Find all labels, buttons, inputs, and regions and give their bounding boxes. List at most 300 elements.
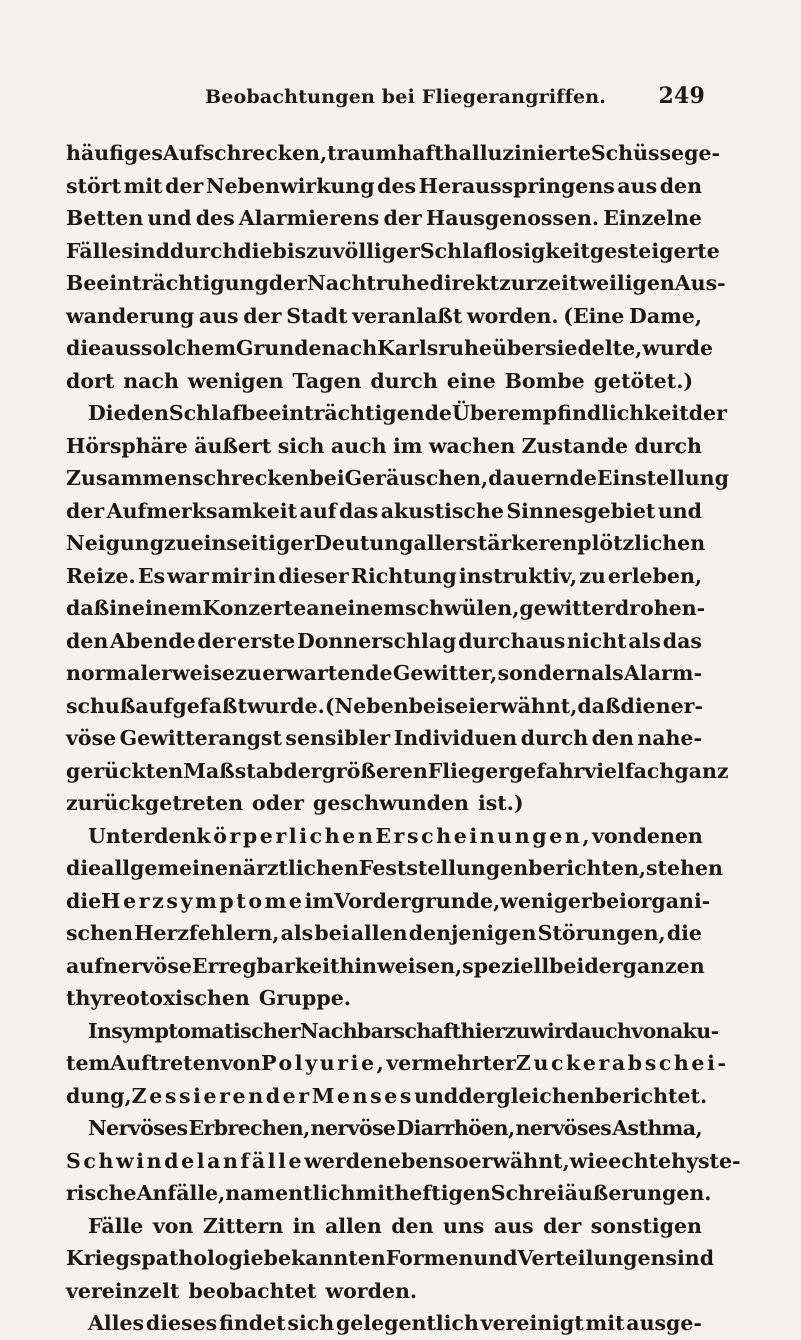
word: tem bbox=[66, 1051, 111, 1075]
word: zu bbox=[235, 661, 262, 685]
word: in bbox=[253, 563, 277, 588]
word: allen bbox=[324, 1213, 382, 1238]
word: stärkeren bbox=[466, 531, 578, 555]
text-line bbox=[66, 560, 702, 593]
word: einem bbox=[334, 596, 405, 620]
word: übersiedelte, bbox=[492, 336, 643, 360]
word: nach bbox=[123, 368, 179, 393]
text-line bbox=[66, 592, 706, 625]
word: Betten bbox=[66, 206, 144, 230]
word: Zessieren bbox=[131, 1083, 266, 1108]
word: ärztlichen bbox=[242, 856, 359, 880]
word: aus bbox=[198, 303, 239, 328]
word: Donnerschlag bbox=[296, 628, 457, 653]
word: Aus- bbox=[674, 271, 726, 295]
word: Richtung bbox=[350, 563, 457, 588]
word: Feststellungen bbox=[358, 856, 529, 880]
word: durch bbox=[520, 726, 589, 750]
text-line bbox=[66, 397, 727, 430]
word: als bbox=[628, 628, 661, 653]
word: an bbox=[306, 596, 335, 620]
word: durchaus bbox=[458, 628, 566, 653]
word: Zuckerabschei- bbox=[515, 1051, 729, 1075]
word: Gewitter, bbox=[392, 661, 498, 685]
word: Schwindelanfälle bbox=[66, 1148, 305, 1173]
word: Sinnesgebiet bbox=[506, 498, 656, 523]
text-line bbox=[66, 917, 702, 950]
word: bei bbox=[591, 888, 627, 913]
word: aus bbox=[617, 173, 658, 198]
word: instruktiv, bbox=[458, 563, 578, 588]
text-line bbox=[66, 1275, 702, 1308]
word: erleben, bbox=[607, 563, 702, 588]
word: und bbox=[473, 1246, 518, 1270]
word: Reize. bbox=[66, 563, 136, 588]
word: erwähnt, bbox=[476, 693, 578, 718]
word: Zustande bbox=[521, 433, 629, 458]
word: Gewitterangst bbox=[119, 726, 282, 750]
word: vereinzelt bbox=[66, 1278, 180, 1303]
word: mit bbox=[355, 1181, 395, 1205]
word: ausge- bbox=[626, 1311, 702, 1335]
word: erwartende bbox=[262, 661, 393, 685]
running-title: Beobachtungen bei Fliegerangriffen. bbox=[205, 86, 607, 108]
word: von bbox=[631, 1018, 670, 1043]
word: als bbox=[280, 921, 314, 945]
word: allen bbox=[350, 921, 408, 945]
word: das bbox=[662, 628, 702, 653]
word: hyste- bbox=[671, 1148, 741, 1173]
word: in bbox=[292, 1213, 316, 1238]
word: Grunde bbox=[236, 336, 322, 360]
word: den bbox=[591, 726, 634, 750]
word: war bbox=[167, 563, 209, 588]
text-line bbox=[66, 885, 711, 918]
word: stehen bbox=[646, 856, 723, 880]
word: direkt bbox=[429, 271, 500, 295]
word: eine bbox=[446, 368, 496, 393]
word: Kriegspathologie bbox=[66, 1246, 264, 1270]
word: schuß bbox=[66, 693, 136, 718]
word: bei bbox=[549, 953, 585, 978]
word: rische bbox=[66, 1181, 137, 1205]
word: Neigung bbox=[66, 531, 165, 555]
word: den bbox=[391, 1213, 434, 1238]
text-line bbox=[66, 1047, 729, 1080]
word: uns bbox=[443, 1213, 485, 1238]
text-line bbox=[66, 690, 702, 723]
text-line bbox=[66, 657, 702, 690]
text-line bbox=[66, 820, 702, 853]
word: sich bbox=[277, 433, 325, 458]
word: dung, bbox=[66, 1083, 132, 1108]
word: Alarmierens bbox=[238, 206, 380, 230]
word: Erscheinungen, bbox=[375, 823, 593, 848]
word: normalerweise bbox=[66, 661, 236, 685]
word: Zusammenschrecken bbox=[66, 466, 310, 490]
word: aufgefaßt bbox=[135, 693, 247, 718]
word: Gruppe. bbox=[258, 986, 351, 1010]
text-line bbox=[66, 852, 723, 885]
word: im bbox=[392, 433, 423, 458]
word: nicht bbox=[567, 628, 627, 653]
word: Menses bbox=[311, 1083, 415, 1108]
word: Abende bbox=[110, 628, 196, 653]
word: Einzelne bbox=[603, 206, 702, 230]
word: worden. bbox=[467, 303, 559, 328]
word: hinweisen, bbox=[339, 953, 463, 978]
text-line bbox=[66, 462, 729, 495]
word: Bombe bbox=[504, 368, 585, 393]
word: gewitterdrohen- bbox=[519, 596, 706, 620]
word: die bbox=[620, 693, 656, 718]
text-line bbox=[66, 625, 702, 658]
word: sondern bbox=[497, 661, 591, 685]
word: aku- bbox=[670, 1018, 719, 1043]
word: beobachtet bbox=[188, 1278, 317, 1303]
word: ner- bbox=[655, 693, 703, 718]
word: berichten, bbox=[528, 856, 647, 880]
word: vermehrter bbox=[386, 1051, 516, 1075]
word: Hörsphäre bbox=[66, 433, 188, 458]
word: erste bbox=[237, 628, 296, 653]
word: Alles bbox=[88, 1311, 145, 1335]
word: Alarm- bbox=[624, 661, 702, 685]
word: Herzfehlern, bbox=[134, 921, 280, 945]
word: vöse bbox=[66, 726, 117, 750]
text-line bbox=[66, 495, 702, 528]
word: Nervöses bbox=[88, 1116, 188, 1140]
word: der bbox=[268, 271, 307, 295]
word: die bbox=[666, 921, 702, 945]
word: vereinigt bbox=[480, 1311, 584, 1335]
word: veranlaßt bbox=[352, 303, 463, 328]
word: auch bbox=[330, 433, 387, 458]
word: daß bbox=[66, 596, 110, 620]
word: Herzsymptome bbox=[101, 888, 305, 913]
word: dieser bbox=[278, 563, 349, 588]
word: die bbox=[237, 238, 273, 263]
word: sonstigen bbox=[590, 1213, 702, 1238]
text-line bbox=[66, 1145, 741, 1178]
word: sich bbox=[287, 1311, 335, 1335]
word: halluzinierte bbox=[443, 141, 591, 165]
word: Schlaflosigkeit bbox=[419, 238, 590, 263]
word: zur bbox=[499, 271, 537, 295]
word: aus bbox=[101, 336, 141, 360]
word: Schüsse bbox=[590, 141, 685, 165]
text-line bbox=[66, 722, 702, 755]
word: Es bbox=[137, 563, 165, 588]
word: sind bbox=[665, 1246, 715, 1270]
text-line bbox=[66, 787, 702, 820]
word: dieses bbox=[145, 1311, 218, 1335]
word: aller bbox=[413, 531, 467, 555]
word: Vordergrunde, bbox=[334, 888, 501, 913]
word: Stadt bbox=[286, 303, 348, 328]
word: als bbox=[591, 661, 624, 685]
word: einseitiger bbox=[190, 531, 315, 555]
word: Die bbox=[88, 401, 127, 425]
word: berichtet. bbox=[594, 1083, 708, 1108]
word: weniger bbox=[500, 888, 592, 913]
word: sensibler bbox=[285, 726, 391, 750]
word: namentlich bbox=[225, 1181, 356, 1205]
word: zurückgetreten bbox=[66, 791, 244, 815]
word: körperlichen bbox=[196, 823, 376, 848]
word: Polyurie, bbox=[261, 1051, 387, 1075]
word: der bbox=[543, 1213, 582, 1238]
word: Deutung bbox=[314, 531, 414, 555]
word: stört bbox=[66, 173, 121, 198]
word: hierzu bbox=[460, 1018, 530, 1043]
word: Erregbarkeit bbox=[191, 953, 340, 978]
word: ebenso bbox=[387, 1148, 469, 1173]
word: Diarrhöen, bbox=[396, 1116, 515, 1140]
word: solchem bbox=[140, 336, 237, 360]
word: auf bbox=[66, 953, 104, 978]
word: sind bbox=[121, 238, 170, 263]
word: der bbox=[243, 303, 282, 328]
word: äußert bbox=[194, 433, 272, 458]
word: einem bbox=[131, 596, 203, 620]
word: auf bbox=[299, 498, 337, 523]
text-line bbox=[66, 1242, 715, 1275]
word: wurde bbox=[642, 336, 714, 360]
word: bei bbox=[309, 466, 345, 490]
text-line bbox=[66, 332, 714, 365]
word: dergleichen bbox=[458, 1083, 595, 1108]
word: dauernde bbox=[488, 466, 597, 490]
word: wurde. bbox=[246, 693, 325, 718]
page-header bbox=[205, 83, 705, 118]
word: zu bbox=[306, 238, 333, 263]
word: Fliegergefahr bbox=[427, 758, 585, 783]
word: werden bbox=[304, 1148, 388, 1173]
word: vielfach bbox=[584, 758, 675, 783]
word: den bbox=[659, 173, 702, 198]
word: echte bbox=[608, 1148, 672, 1173]
word: traumhaft bbox=[327, 141, 444, 165]
word: Karlsruhe bbox=[377, 336, 492, 360]
word: und bbox=[414, 1083, 459, 1108]
word: von bbox=[152, 1213, 194, 1238]
text-line bbox=[66, 1112, 702, 1145]
word: mit bbox=[123, 173, 163, 198]
word: organi- bbox=[626, 888, 711, 913]
text-line bbox=[66, 1210, 702, 1243]
word: gerückten bbox=[66, 758, 184, 783]
word: plötzlichen bbox=[577, 531, 706, 555]
word: Beeinträchtigung bbox=[66, 271, 269, 295]
word: wenigen bbox=[187, 368, 284, 393]
word: erwähnt, bbox=[468, 1148, 570, 1173]
text-line bbox=[66, 1177, 712, 1210]
word: der bbox=[66, 498, 105, 523]
word: denjenigen bbox=[408, 921, 537, 945]
text-line bbox=[66, 1015, 719, 1048]
text-line bbox=[66, 755, 729, 788]
word: Geräuschen, bbox=[344, 466, 489, 490]
word: Störungen, bbox=[537, 921, 666, 945]
word: Schlaf bbox=[168, 401, 241, 425]
text-line bbox=[66, 137, 720, 170]
word: und bbox=[147, 206, 192, 230]
word: das bbox=[339, 498, 379, 523]
word: die bbox=[66, 856, 102, 880]
text-line bbox=[66, 365, 702, 398]
word: Auftreten bbox=[110, 1051, 221, 1075]
word: der bbox=[584, 953, 623, 978]
word: Herausspringens bbox=[418, 173, 615, 198]
word: wanderung bbox=[66, 303, 195, 328]
word: Schreiäußerungen. bbox=[490, 1181, 712, 1205]
word: nervöses bbox=[515, 1116, 612, 1140]
word: von bbox=[220, 1051, 262, 1075]
word: Dame, bbox=[629, 303, 702, 328]
word: ganzen bbox=[622, 953, 705, 978]
word: zu bbox=[579, 563, 606, 588]
word: der bbox=[383, 206, 422, 230]
text-line bbox=[66, 170, 702, 203]
word: Überempfindlichkeit bbox=[451, 401, 689, 425]
word: Individuen bbox=[393, 726, 518, 750]
word: Tagen bbox=[292, 368, 362, 393]
word: im bbox=[304, 888, 335, 913]
word: worden. bbox=[325, 1278, 418, 1303]
word: In bbox=[88, 1018, 112, 1043]
word: auch bbox=[578, 1018, 632, 1043]
word: dort bbox=[66, 368, 115, 393]
word: durch bbox=[370, 368, 438, 393]
word: völliger bbox=[332, 238, 420, 263]
word: Nachbarschaft bbox=[299, 1018, 461, 1043]
word: akustische bbox=[380, 498, 504, 523]
word: nach bbox=[321, 336, 378, 360]
word: sei bbox=[443, 693, 477, 718]
word: denen bbox=[632, 823, 703, 848]
word: Zittern bbox=[202, 1213, 284, 1238]
word: in bbox=[109, 596, 132, 620]
body-text bbox=[66, 137, 741, 1340]
word: Fälle bbox=[88, 1213, 144, 1238]
word: Anfälle, bbox=[136, 1181, 226, 1205]
text-line bbox=[66, 527, 706, 560]
word: speziell bbox=[462, 953, 550, 978]
word: wird bbox=[529, 1018, 579, 1043]
word: schwülen, bbox=[404, 596, 520, 620]
word: nervöse bbox=[310, 1116, 396, 1140]
word: des bbox=[195, 206, 235, 230]
word: der bbox=[688, 401, 727, 425]
word: getötet.) bbox=[593, 368, 694, 393]
word: größeren bbox=[321, 758, 428, 783]
word: Aufmerksamkeit bbox=[106, 498, 298, 523]
word: gelegentlich bbox=[335, 1311, 479, 1335]
text-line bbox=[66, 982, 702, 1015]
word: wachen bbox=[428, 433, 516, 458]
word: (Nebenbei bbox=[324, 693, 444, 718]
word: der bbox=[197, 628, 236, 653]
word: nahe- bbox=[637, 726, 702, 750]
word: häufiges bbox=[66, 141, 163, 165]
word: Einstellung bbox=[596, 466, 729, 490]
word: gesteigerte bbox=[589, 238, 720, 263]
word: symptomatischer bbox=[111, 1018, 300, 1043]
word: Unter bbox=[88, 823, 155, 848]
word: Aufschrecken, bbox=[162, 141, 328, 165]
word: oder bbox=[252, 791, 304, 815]
word: nervöse bbox=[103, 953, 192, 978]
word: bis bbox=[272, 238, 307, 263]
text-line bbox=[66, 430, 702, 463]
word: den bbox=[66, 628, 109, 653]
text-line bbox=[66, 235, 720, 268]
word: Erbrechen, bbox=[188, 1116, 310, 1140]
word: bei bbox=[314, 921, 350, 945]
word: schen bbox=[66, 921, 133, 945]
word: (Eine bbox=[563, 303, 625, 328]
text-line bbox=[66, 1080, 708, 1113]
word: daß bbox=[577, 693, 621, 718]
word: durch bbox=[169, 238, 238, 263]
word: wie bbox=[569, 1148, 609, 1173]
page-number: 249 bbox=[658, 83, 705, 109]
text-line bbox=[66, 1307, 702, 1340]
word: Hausgenossen. bbox=[425, 206, 600, 230]
word: allgemeinen bbox=[101, 856, 243, 880]
word: Asthma, bbox=[612, 1116, 702, 1140]
word: Maßstab bbox=[183, 758, 284, 783]
word: den bbox=[126, 401, 169, 425]
word: von bbox=[592, 823, 633, 848]
word: und bbox=[657, 498, 702, 523]
word: ge- bbox=[684, 141, 720, 165]
text-line bbox=[66, 300, 702, 333]
word: Verteilungen bbox=[517, 1246, 666, 1270]
word: Konzerte bbox=[202, 596, 307, 620]
word: mir bbox=[210, 563, 252, 588]
word: Nachtruhe bbox=[306, 271, 430, 295]
word: Nebenwirkung bbox=[205, 173, 375, 198]
word: durch bbox=[634, 433, 702, 458]
word: Fälle bbox=[66, 238, 122, 263]
word: der bbox=[165, 173, 204, 198]
word: findet bbox=[218, 1311, 286, 1335]
word: geschwunden bbox=[312, 791, 469, 815]
word: mit bbox=[585, 1311, 625, 1335]
word: heftigen bbox=[394, 1181, 491, 1205]
text-line bbox=[66, 950, 705, 983]
text-line bbox=[66, 267, 726, 300]
word: aus bbox=[493, 1213, 534, 1238]
word: die bbox=[66, 336, 102, 360]
word: thyreotoxischen bbox=[66, 986, 250, 1010]
word: zeitweiligen bbox=[536, 271, 675, 295]
word: der bbox=[265, 1083, 312, 1108]
word: ganz bbox=[674, 758, 729, 783]
word: der bbox=[283, 758, 322, 783]
text-line bbox=[66, 202, 702, 235]
word: zu bbox=[164, 531, 191, 555]
word: den bbox=[154, 823, 197, 848]
word: Formen bbox=[385, 1246, 474, 1270]
word: bekannten bbox=[263, 1246, 386, 1270]
word: ist.) bbox=[477, 791, 524, 815]
word: beeinträchtigende bbox=[240, 401, 452, 425]
word: des bbox=[377, 173, 417, 198]
word: die bbox=[66, 888, 102, 913]
